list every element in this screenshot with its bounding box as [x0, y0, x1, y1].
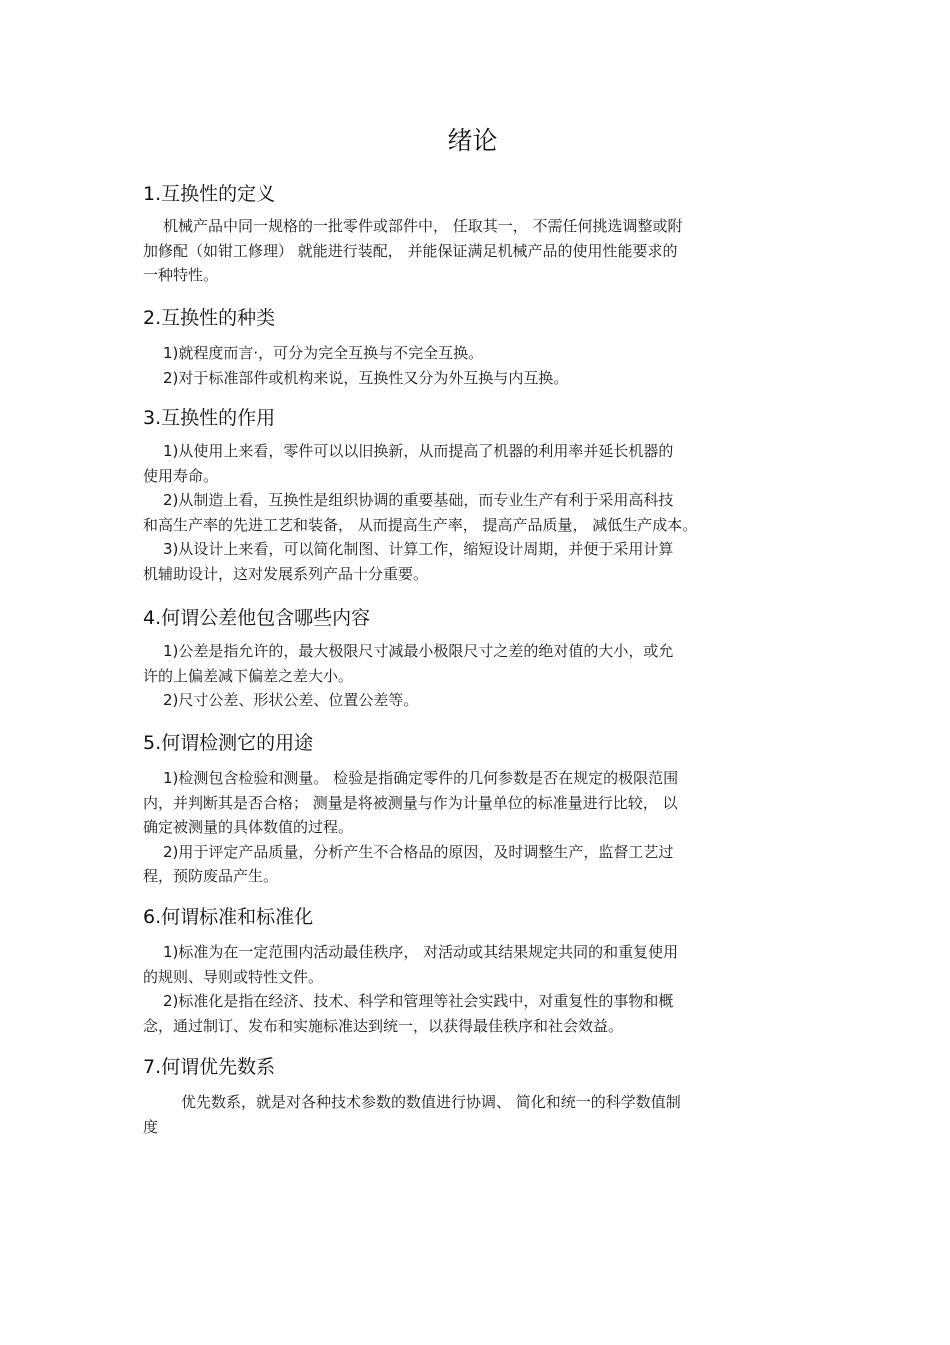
section-body — [143, 341, 823, 390]
paragraph-line: 1)标准为在一定范围内活动最佳秩序， 对活动或其结果规定共同的和重复使用 — [163, 943, 679, 961]
paragraph-line: 机辅助设计，这对发展系列产品十分重要。 — [143, 564, 429, 583]
paragraph-line: 内，并判断其是否合格； 测量是将被测量与作为计量单位的标准量进行比较， 以 — [143, 793, 678, 812]
paragraph-line: 许的上偏差减下偏差之差大小。 — [143, 666, 354, 685]
section-body — [143, 1090, 823, 1139]
section-6 — [143, 904, 823, 1038]
paragraph-line: 2)对于标准部件或机构来说，互换性又分为外互换与内互换。 — [163, 368, 569, 387]
section-heading: 7.何谓优先数系 — [143, 1056, 276, 1078]
section-heading: 3.互换性的作用 — [143, 407, 276, 429]
section-body — [143, 639, 823, 713]
section-1 — [143, 181, 823, 288]
section-heading: 1.互换性的定义 — [143, 183, 276, 205]
paragraph-line: 2)标准化是指在经济、技术、科学和管理等社会实践中，对重复性的事物和概 — [163, 992, 674, 1010]
section-2 — [143, 305, 823, 390]
section-body — [143, 766, 823, 889]
paragraph-line: 3)从设计上来看，可以简化制图、计算工作，缩短设计周期，并便于采用计算 — [163, 540, 674, 558]
paragraph-line: 度 — [143, 1117, 159, 1136]
paragraph-line: 的规则、导则或特性文件。 — [143, 967, 324, 986]
document-title: 绪论 — [447, 126, 498, 155]
paragraph-line: 2)从制造上看，互换性是组织协调的重要基础，而专业生产有利于采用高科技 — [163, 491, 674, 509]
paragraph-line: 确定被测量的具体数值的过程。 — [143, 818, 354, 836]
paragraph-line: 2)尺寸公差、形状公差、位置公差等。 — [163, 691, 419, 709]
paragraph-line: 优先数系，就是对各种技术参数的数值进行协调、 简化和统一的科学数值制 — [181, 1093, 681, 1111]
section-heading: 5.何谓检测它的用途 — [143, 732, 314, 754]
paragraph-line: 1)从使用上来看，零件可以以旧换新，从而提高了机器的利用率并延长机器的 — [163, 442, 674, 460]
paragraph-line: 1)检测包含检验和测量。 检验是指确定零件的几何参数是否在规定的极限范围 — [163, 769, 679, 787]
paragraph-line: 使用寿命。 — [143, 466, 219, 485]
section-heading: 4.何谓公差他包含哪些内容 — [143, 607, 371, 629]
section-body — [143, 439, 823, 586]
section-5 — [143, 730, 823, 889]
paragraph-line: 加修配（如钳工修理） 就能进行装配， 并能保证满足机械产品的使用性能要求的 — [143, 241, 678, 260]
section-body — [143, 940, 823, 1038]
paragraph-line: 1)公差是指允许的，最大极限尺寸减最小极限尺寸之差的绝对值的大小，或允 — [163, 642, 674, 660]
section-4 — [143, 605, 823, 713]
paragraph-line: 1)就程度而言·，可分为完全互换与不完全互换。 — [163, 344, 484, 362]
paragraph-line: 和高生产率的先进工艺和装备， 从而提高生产率， 提高产品质量， 减低生产成本。 — [143, 515, 698, 534]
paragraph-line: 机械产品中同一规格的一批零件或部件中， 任取其一， 不需任何挑选调整或附 — [163, 217, 683, 235]
paragraph-line: 程，预防废品产生。 — [143, 867, 279, 885]
paragraph-line: 念，通过制订、发布和实施标准达到统一，以获得最佳秩序和社会效益。 — [143, 1016, 624, 1035]
paragraph-line: 2)用于评定产品质量，分析产生不合格品的原因，及时调整生产，监督工艺过 — [163, 842, 674, 861]
paragraph-line: 一种特性。 — [143, 266, 219, 284]
section-body — [143, 214, 823, 288]
section-3 — [143, 405, 823, 586]
section-heading: 2.互换性的种类 — [143, 307, 276, 329]
section-heading: 6.何谓标准和标准化 — [143, 906, 314, 928]
section-7 — [143, 1054, 823, 1139]
